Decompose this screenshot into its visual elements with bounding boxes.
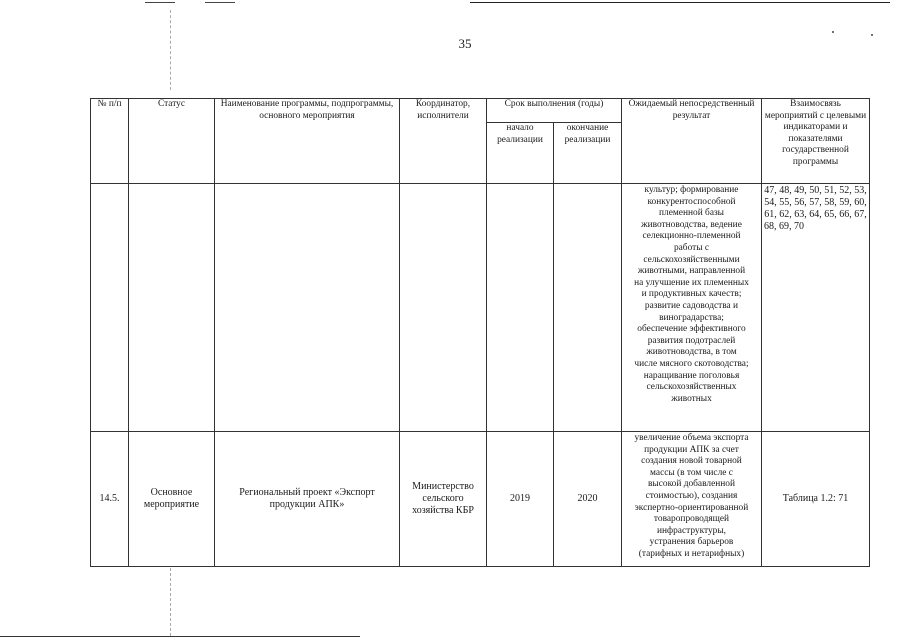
row-links: 47, 48, 49, 50, 51, 52, 53, 54, 55, 56, 57, 58, 59, 60, 61, 62, 63, 64, 65, 66, 67, 68, 69, 70 [762,184,870,432]
row-links: Таблица 1.2: 71 [762,432,870,567]
header-links: Взаимосвязь мероприятий с целевыми индикаторами и показателями государственной программы [762,99,870,184]
row-end [554,184,622,432]
scan-artifact-line [470,2,890,3]
table-row [91,184,870,432]
row-number: 14.5. [91,432,129,567]
row-name: Региональный проект «Экспорт продукции АПК» [215,432,400,567]
row-start: 2019 [487,432,554,567]
row-start [487,184,554,432]
row-status: Основное мероприятие [129,432,215,567]
row-coordinator: Министерство сельского хозяйства КБР [400,432,487,567]
header-term: Срок выполнения (годы) [487,99,622,123]
header-term-end: окончание реализации [554,123,622,184]
row-number [91,184,129,432]
table-row [91,432,870,567]
scan-artifact-fold [170,568,171,636]
scan-artifact-dot [871,34,873,36]
scan-artifact-line [0,636,360,637]
scan-artifact-dot [832,31,834,33]
scan-artifact-fold [170,10,171,90]
page-number: 35 [458,36,472,51]
row-status [129,184,215,432]
row-name [215,184,400,432]
header-status: Статус [129,99,215,184]
row-result: культур; формирование конкурентоспособной племенной базы животноводства, ведение селекционно-племенной работы с сельскохозяйственными животными, направленной на улучшение их племенных и продуктивных качеств; развитие садоводства и виноградарства; обеспечение эффективного развития подотраслей животноводства, в том числе мясного скотоводства; наращивание поголовья сельскохозяйственных животных [622,184,762,432]
scan-artifact-line [145,2,175,3]
header-term-start: начало реализации [487,123,554,184]
header-coordinator: Координатор, исполнители [400,99,487,184]
header-row [91,99,870,123]
row-result: увеличение объема экспорта продукции АПК за счет создания новой товарной массы (в том числе с высокой добавленной стоимостью), создания экспертно-ориентированной товаропроводящей инфраструктуры, устранения барьеров (тарифных и нетарифных) [622,432,762,567]
row-coordinator [400,184,487,432]
scan-artifact-line [205,2,235,3]
program-table [90,98,870,567]
row-end: 2020 [554,432,622,567]
header-result: Ожидаемый непосредственный результат [622,99,762,184]
header-name: Наименование программы, подпрограммы, основного мероприятия [215,99,400,184]
header-number: № п/п [91,99,129,184]
